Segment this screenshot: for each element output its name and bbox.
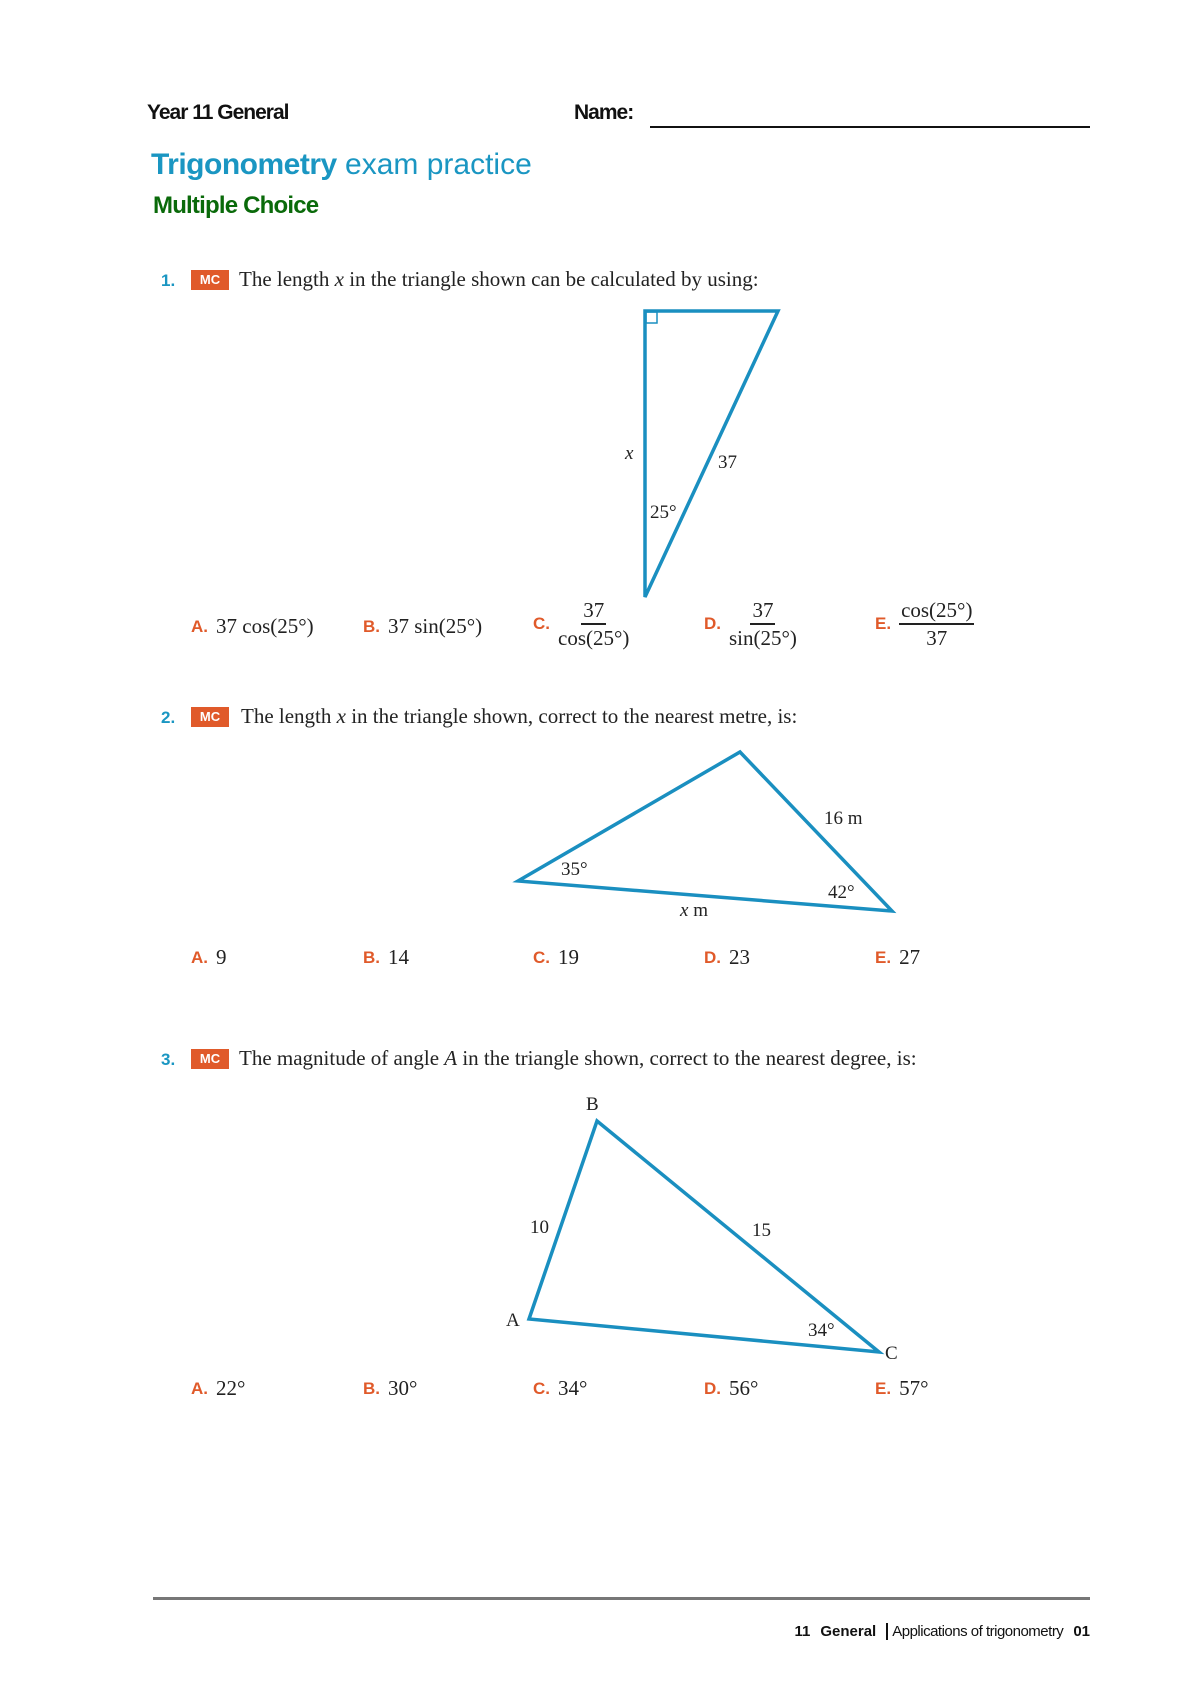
- question-number: 3.: [161, 1050, 176, 1069]
- label-base: x m: [680, 900, 708, 921]
- label-side-ab: 10: [530, 1217, 549, 1238]
- mc-badge: MC: [191, 707, 229, 727]
- mc-badge: MC: [191, 1049, 229, 1069]
- question-text: The length x in the triangle shown can be calculated by using:: [239, 267, 759, 291]
- label-angle-c: 34°: [808, 1320, 835, 1341]
- label-angle-right: 42°: [828, 882, 855, 903]
- option-c[interactable]: C. 34°: [533, 1376, 588, 1400]
- label-vertex-a: A: [506, 1310, 520, 1331]
- footer-rule: [153, 1597, 1090, 1600]
- option-d[interactable]: D. 23: [704, 945, 750, 969]
- option-c[interactable]: C. 19: [533, 945, 579, 969]
- option-a[interactable]: A. 37 cos(25°): [191, 614, 314, 638]
- label-x: x: [625, 443, 634, 464]
- subtitle: Multiple Choice: [153, 192, 319, 219]
- footer-course: General: [820, 1623, 877, 1640]
- label-angle-left: 35°: [561, 859, 588, 880]
- footer: [794, 1623, 1090, 1640]
- triangle-3: [529, 1121, 879, 1352]
- footer-page: 01: [1073, 1623, 1090, 1640]
- label-vertex-c: C: [885, 1343, 898, 1364]
- option-e[interactable]: E. $\frac{\cos(25^\circ)}{37}$: [875, 598, 973, 651]
- option-a[interactable]: A. 22°: [191, 1376, 246, 1400]
- title-bold: Trigonometry: [151, 148, 337, 181]
- option-a[interactable]: A. 9: [191, 945, 227, 969]
- option-b[interactable]: B. 14: [363, 945, 409, 969]
- label-side: 16 m: [824, 808, 863, 829]
- label-side-bc: 15: [752, 1220, 771, 1241]
- question-number: 2.: [161, 708, 176, 727]
- option-b[interactable]: B. 30°: [363, 1376, 418, 1400]
- option-c[interactable]: C. $\frac{37}{\cos(25^\circ)}$: [533, 598, 630, 651]
- right-angle-marker: [646, 312, 657, 323]
- question-number: 1.: [161, 271, 176, 290]
- label-hypotenuse: 37: [718, 452, 737, 473]
- triangle-1: [645, 311, 778, 597]
- question-text: The length x in the triangle shown, correct to the nearest metre, is:: [241, 704, 798, 728]
- option-e[interactable]: E. 27: [875, 945, 921, 969]
- label-angle: 25°: [650, 502, 677, 523]
- option-e[interactable]: E. 57°: [875, 1376, 929, 1400]
- option-b[interactable]: B. 37 sin(25°): [363, 614, 483, 638]
- option-d[interactable]: D. 56°: [704, 1376, 759, 1400]
- mc-badge: MC: [191, 270, 229, 290]
- title-rest: exam practice: [336, 148, 532, 181]
- label-vertex-b: B: [586, 1094, 599, 1115]
- footer-num: 11: [794, 1623, 811, 1640]
- option-d[interactable]: D. $\frac{37}{\sin(25^\circ)}$: [704, 598, 797, 651]
- question-text: The magnitude of angle A in the triangle shown, correct to the nearest degree, is:: [239, 1046, 917, 1070]
- footer-topic: Applications of trigonometry: [886, 1623, 1063, 1640]
- name-label: Name:: [574, 101, 634, 124]
- course-label: Year 11 General: [147, 101, 289, 124]
